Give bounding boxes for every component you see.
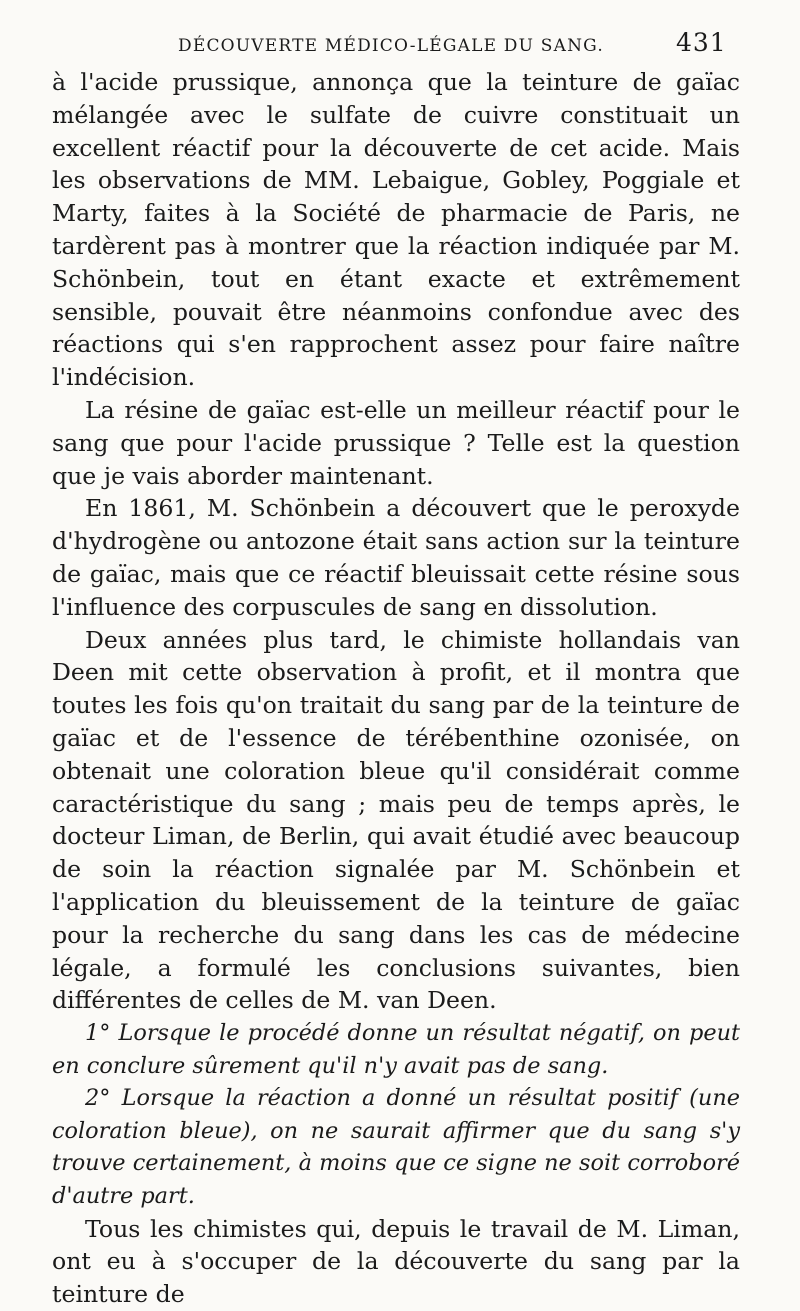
page-number: 431 <box>676 28 727 57</box>
paragraph: à l'acide prussique, annonça que la teinture de gaïac mélangée avec le sulfate de cuivre constituait un excellent réactif pour la découverte de cet acide. Mais les observations de MM. Lebaigue, Gobley, Poggiale et Marty, faites à la Société de pharmacie de Paris, ne tardèrent pas à montrer que la réaction indiquée par M. Schönbein, tout en étant exacte et extrêmement sensible, pouvait être néanmoins confondue avec des réactions qui s'en rapprochent assez pour faire naître l'indécision. <box>52 68 740 392</box>
paragraph: La résine de gaïac est-elle un meilleur réactif pour le sang que pour l'acide prussique ? Telle est la question que je vais aborder maintenant. <box>52 395 740 490</box>
conclusion-item-1: 1° Lorsque le procédé donne un résultat négatif, on peut en conclure sûrement qu'il n'y avait pas de sang. <box>52 1020 740 1079</box>
paragraph: Tous les chimistes qui, depuis le travail de M. Liman, ont eu à s'occuper de la découverte du sang par la teinture de <box>52 1214 740 1309</box>
paragraph: Deux années plus tard, le chimiste hollandais van Deen mit cette observation à profit, et il montra que toutes les fois qu'on traitait du sang par de la teinture de gaïac et de l'essence de térébenthine ozonisée, on obtenait une coloration bleue qu'il considérait comme caractéristique du sang ; mais peu de temps après, le docteur Liman, de Berlin, qui avait étudié avec beaucoup de soin la réaction signalée par M. Schönbein et l'application du bleuissement de la teinture de gaïac pour la recherche du sang dans les cas de médecine légale, a formulé les conclusions suivantes, bien différentes de celles de M. van Deen. <box>52 625 740 1015</box>
conclusion-item-2: 2° Lorsque la réaction a donné un résultat positif (une coloration bleue), on ne saurait affirmer que du sang s'y trouve certainement, à moins que ce signe ne soit corroboré d'autre part. <box>52 1085 740 1210</box>
body-text <box>52 66 740 1311</box>
running-head <box>0 28 800 68</box>
paragraph: En 1861, M. Schönbein a découvert que le peroxyde d'hydrogène ou antozone était sans action sur la teinture de gaïac, mais que ce réactif bleuissait cette résine sous l'influence des corpuscules de sang en dissolution. <box>52 494 740 621</box>
running-head-title: DÉCOUVERTE MÉDICO-LÉGALE DU SANG. <box>178 36 604 56</box>
